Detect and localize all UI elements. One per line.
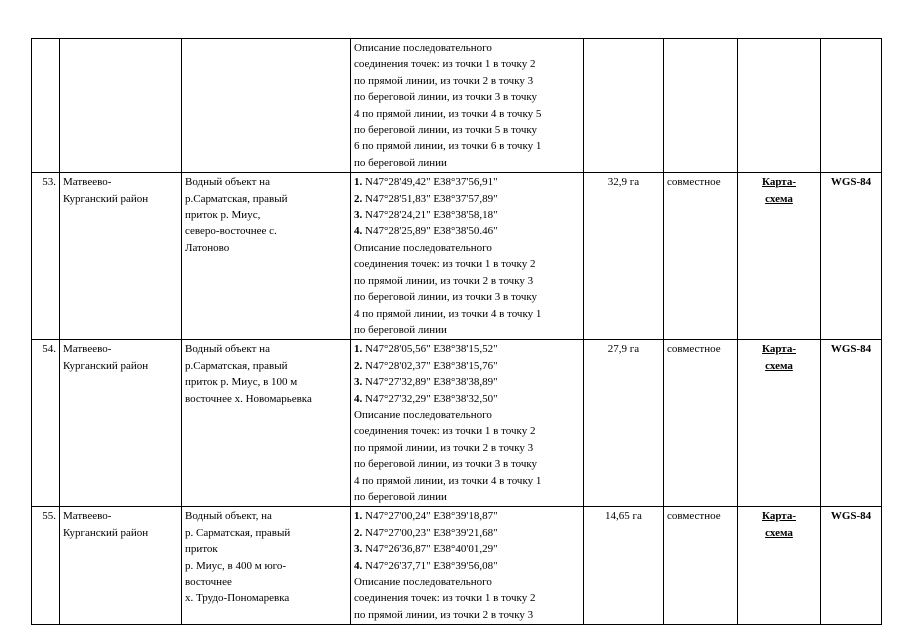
point-line <box>354 174 580 190</box>
object-description-cell <box>182 39 351 173</box>
connection-line: по прямой линии, из точки 2 в точку 3 <box>354 608 534 621</box>
point-number: 1. <box>354 343 363 356</box>
map-link-line: Карта- <box>761 176 796 189</box>
connection-line: 4 по прямой линии, из точки 4 в точку 5 <box>354 107 542 120</box>
connection-line: Описание последовательного <box>354 42 492 54</box>
map-link-line: Карта- <box>761 510 796 523</box>
point-coordinates: N47°27'00,23" E38°39'21,68" <box>362 526 498 539</box>
map-link-line: Карта- <box>761 343 796 356</box>
coordinate-system-cell: WGS-84 <box>821 173 882 340</box>
coordinates-cell <box>351 173 584 340</box>
point-line <box>354 223 580 239</box>
description-line: Водный объект на <box>185 176 270 189</box>
table-row <box>32 340 882 507</box>
connection-line: Описание последовательного <box>354 576 492 588</box>
row-number: 55. <box>32 507 60 625</box>
point-number: 4. <box>354 559 363 572</box>
coordinates-cell <box>351 507 584 625</box>
point-coordinates: N47°28'05,56" E38°38'15,52" <box>362 343 498 356</box>
point-coordinates: N47°28'25,89" E38°38'50.46" <box>362 225 498 238</box>
point-coordinates: N47°28'51,83" E38°37'57,89" <box>362 192 498 205</box>
district-cell <box>60 340 182 507</box>
point-number: 1. <box>354 510 363 523</box>
connection-line: соединения точек: из точки 1 в точку 2 <box>354 58 536 71</box>
point-line <box>354 525 580 541</box>
description-line: восточнее <box>185 576 232 588</box>
row-number <box>32 39 60 173</box>
connection-line: по береговой линии, из точки 3 в точку <box>354 458 538 471</box>
point-number: 3. <box>354 209 363 222</box>
point-number: 3. <box>354 376 363 389</box>
water-objects-table <box>31 38 882 625</box>
point-line <box>354 191 580 207</box>
coordinate-system-cell: WGS-84 <box>821 507 882 625</box>
connection-line: по береговой линии, из точки 5 в точку <box>354 124 538 137</box>
point-line <box>354 541 580 557</box>
table-row <box>32 507 882 625</box>
point-line <box>354 341 580 357</box>
use-type-cell: совместное <box>664 507 738 625</box>
point-coordinates: N47°27'32,89" E38°38'38,89" <box>362 376 498 389</box>
connection-line: по береговой линии <box>354 323 447 336</box>
table-row <box>32 173 882 340</box>
connection-line: по прямой линии, из точки 2 в точку 3 <box>354 274 534 287</box>
map-link-line: схема <box>765 192 793 205</box>
use-type-cell: совместное <box>664 340 738 507</box>
point-number: 2. <box>354 526 363 539</box>
coordinates-cell <box>351 39 584 173</box>
map-link-line: схема <box>765 359 793 372</box>
description-line: восточнее х. Новомарьевка <box>185 392 312 405</box>
area-cell: 27,9 га <box>584 340 664 507</box>
point-line <box>354 508 580 524</box>
description-line: х. Трудо-Пономаревка <box>185 592 290 605</box>
map-cell <box>738 340 821 507</box>
point-number: 4. <box>354 392 363 405</box>
map-cell <box>738 507 821 625</box>
district-line: Курганский район <box>63 192 149 205</box>
map-cell <box>738 173 821 340</box>
connection-line: по береговой линии <box>354 156 447 169</box>
description-line: Водный объект на <box>185 343 270 356</box>
district-line: Курганский район <box>63 526 149 539</box>
map-cell <box>738 39 821 173</box>
district-line: Матвеево- <box>63 510 112 523</box>
point-number: 2. <box>354 359 363 372</box>
map-scheme-link[interactable] <box>741 508 817 541</box>
description-line: р. Сарматская, правый <box>185 526 291 539</box>
map-link-line: схема <box>765 526 793 539</box>
area-cell: 14,65 га <box>584 507 664 625</box>
point-line <box>354 207 580 223</box>
point-line <box>354 391 580 407</box>
description-line: р.Сарматская, правый <box>185 359 288 372</box>
district-cell <box>60 173 182 340</box>
point-coordinates: N47°27'00,24" E38°39'18,87" <box>362 510 498 523</box>
district-cell <box>60 39 182 173</box>
connection-line: соединения точек: из точки 1 в точку 2 <box>354 425 536 438</box>
coordinate-system-cell <box>821 39 882 173</box>
area-cell <box>584 39 664 173</box>
point-coordinates: N47°28'49,42" E38°37'56,91" <box>362 176 498 189</box>
connection-line: Описание последовательного <box>354 408 492 421</box>
connection-line: 4 по прямой линии, из точки 4 в точку 1 <box>354 307 542 320</box>
point-number: 3. <box>354 543 363 556</box>
description-line: Водный объект, на <box>185 510 272 523</box>
map-scheme-link[interactable] <box>741 174 817 207</box>
use-type-cell <box>664 39 738 173</box>
map-scheme-link[interactable] <box>741 341 817 374</box>
connection-line: по береговой линии, из точки 3 в точку <box>354 91 538 104</box>
object-description-cell <box>182 507 351 625</box>
connection-line: Описание последовательного <box>354 241 492 254</box>
district-cell <box>60 507 182 625</box>
use-type-cell: совместное <box>664 173 738 340</box>
point-coordinates: N47°27'32,29" E38°38'32,50" <box>362 392 498 405</box>
connection-line: соединения точек: из точки 1 в точку 2 <box>354 258 536 271</box>
description-line: приток р. Миус, <box>185 209 261 222</box>
connection-line: по прямой линии, из точки 2 в точку 3 <box>354 74 534 87</box>
point-coordinates: N47°28'02,37" E38°38'15,76" <box>362 359 498 372</box>
object-description-cell <box>182 340 351 507</box>
point-number: 1. <box>354 176 363 189</box>
point-line <box>354 358 580 374</box>
description-line: приток <box>185 543 218 556</box>
point-coordinates: N47°28'24,21" E38°38'58,18" <box>362 209 498 222</box>
point-coordinates: N47°26'37,71" E38°39'56,08" <box>362 559 498 572</box>
object-description-cell <box>182 173 351 340</box>
description-line: р. Миус, в 400 м юго- <box>185 559 287 572</box>
district-line: Матвеево- <box>63 176 112 189</box>
coordinate-system-cell: WGS-84 <box>821 340 882 507</box>
table-body <box>32 39 882 625</box>
description-line: приток р. Миус, в 100 м <box>185 376 298 389</box>
connection-line: по береговой линии, из точки 3 в точку <box>354 291 538 304</box>
coordinates-cell <box>351 340 584 507</box>
point-number: 2. <box>354 192 363 205</box>
area-cell: 32,9 га <box>584 173 664 340</box>
description-line: северо-восточнее с. <box>185 225 277 238</box>
description-line: Латоново <box>185 241 230 254</box>
point-coordinates: N47°26'36,87" E38°40'01,29" <box>362 543 498 556</box>
district-line: Курганский район <box>63 359 149 372</box>
connection-line: по береговой линии <box>354 490 447 503</box>
connection-line: 4 по прямой линии, из точки 4 в точку 1 <box>354 474 542 487</box>
table-row <box>32 39 882 173</box>
point-line <box>354 374 580 390</box>
description-line: р.Сарматская, правый <box>185 192 288 205</box>
connection-line: соединения точек: из точки 1 в точку 2 <box>354 592 536 605</box>
connection-line: по прямой линии, из точки 2 в точку 3 <box>354 441 534 454</box>
point-line <box>354 558 580 574</box>
point-number: 4. <box>354 225 363 238</box>
connection-line: 6 по прямой линии, из точки 6 в точку 1 <box>354 140 542 153</box>
district-line: Матвеево- <box>63 343 112 356</box>
row-number: 53. <box>32 173 60 340</box>
row-number: 54. <box>32 340 60 507</box>
